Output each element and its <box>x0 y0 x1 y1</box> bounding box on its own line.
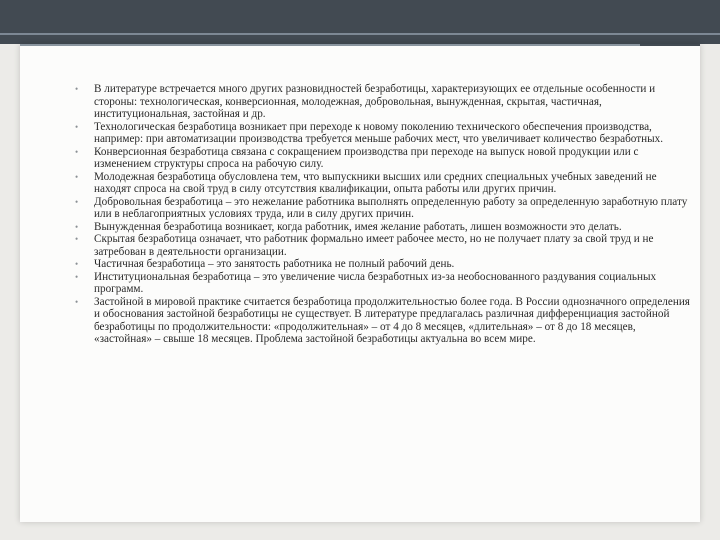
bullet-item <box>72 271 696 296</box>
bullet-icon: • <box>75 271 79 282</box>
header-rule <box>0 33 720 35</box>
bullet-text: Добровольная безработица – это нежелание работника выполнять определенную работу за определенную заработную плату или в неблагоприятных условиях труда, или в силу других причин. <box>94 195 688 220</box>
bullet-item <box>72 121 696 146</box>
bullet-icon: • <box>75 259 79 269</box>
bullet-text: Скрытая безработица означает, что работник формально имеет рабочее место, но не получает плату за свой труд и не затребован в деятельности организации. <box>94 233 654 258</box>
bullet-text: Технологическая безработица возникает при переходе к новому поколению технического обеспечения производства, например: при автоматизации производства требуется меньше рабочих мест, что увеличивает количество безработных. <box>94 120 663 145</box>
bullet-icon: • <box>75 221 79 232</box>
bullet-item <box>72 221 696 234</box>
slide-content <box>20 44 700 522</box>
bullet-icon: • <box>75 146 79 157</box>
bullet-list <box>72 83 696 346</box>
bullet-text: Вынужденная безработица возникает, когда работник, имея желание работать, лишен возможности это делать. <box>94 220 622 233</box>
bullet-icon: • <box>75 196 79 207</box>
bullet-icon: • <box>75 121 79 132</box>
bullet-text: Конверсионная безработица связана с сокращением производства при переходе на выпуск новой продукции или с изменением структуры спроса на рабочую силу. <box>94 145 639 170</box>
bullet-item <box>72 83 696 121</box>
bullet-item <box>72 258 696 271</box>
bullet-item <box>72 171 696 196</box>
slide-header-band <box>0 0 720 44</box>
bullet-text: Застойной в мировой практике считается безработица продолжительностью более года. В России однозначного определения и обоснования застойной безработицы не существует. В литературе предлагалась различная дифференциация застойной безработицы по продолжительности: «продолжительная» – от 4 до 8 месяцев, «длительная» – от 8 до 18 месяцев, «застойная» – свыше 18 месяцев. Проблема застойной безработицы актуальна во всем мире. <box>94 295 690 345</box>
slide-accent-line-dark <box>640 44 700 46</box>
bullet-item <box>72 296 696 346</box>
bullet-item <box>72 196 696 221</box>
bullet-icon: • <box>75 84 79 94</box>
bullet-text: Молодежная безработица обусловлена тем, что выпускники высших или средних специальных учебных заведений не находят спроса на свой труд в силу отсутствия квалификации, опыта работы или других причин. <box>94 170 657 195</box>
bullet-item <box>72 146 696 171</box>
bullet-text: В литературе встречается много других разновидностей безработицы, характеризующих ее отдельные особенности и стороны: технологическая, конверсионная, молодежная, добровольная, вынужденная, скрытая, частичная, институциональная, застойная и др. <box>94 83 656 120</box>
slide-accent-line <box>20 44 640 46</box>
bullet-icon: • <box>75 171 79 182</box>
bullet-text: Частичная безработица – это занятость работника не полный рабочий день. <box>94 258 455 270</box>
bullet-item <box>72 233 696 258</box>
bullet-text: Институциональная безработица – это увеличение числа безработных из-за необоснованного раздувания социальных программ. <box>94 270 657 295</box>
bullet-icon: • <box>75 234 79 244</box>
bullet-icon: • <box>75 296 79 307</box>
